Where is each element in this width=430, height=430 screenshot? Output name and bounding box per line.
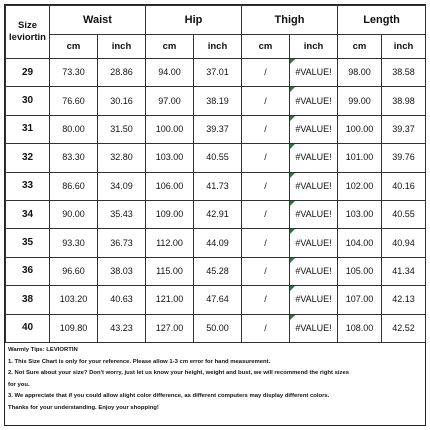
thigh-inch-cell: #VALUE!	[290, 87, 338, 115]
table-cell: 40.55	[194, 144, 242, 172]
table-cell: 112.00	[146, 229, 194, 257]
table-cell: 127.00	[146, 314, 194, 342]
table-cell: 41.34	[382, 257, 426, 285]
table-cell: 38.03	[98, 257, 146, 285]
tip-line: 1. This Size Chart is only for your reference. Please allow 1-3 cm error for hand measurement.	[8, 358, 271, 365]
table-cell: 102.00	[338, 172, 382, 200]
table-cell: 30.16	[98, 87, 146, 115]
table-cell: /	[242, 144, 290, 172]
tip-line: Thanks for your understanding. Enjoy your shopping!	[8, 404, 159, 411]
unit-header: cm	[146, 35, 194, 59]
table-cell: 107.00	[338, 286, 382, 314]
table-cell: 80.00	[50, 115, 98, 143]
thigh-inch-cell: #VALUE!	[290, 314, 338, 342]
table-cell: 39.76	[382, 144, 426, 172]
tips-title: Warmly Tips: LEVIORTIN	[8, 347, 78, 353]
table-cell: 41.73	[194, 172, 242, 200]
size-cell: 34	[6, 200, 50, 228]
table-row	[6, 200, 426, 228]
table-row	[6, 314, 426, 342]
table-cell: 96.60	[50, 257, 98, 285]
unit-header: cm	[50, 35, 98, 59]
table-cell: 104.00	[338, 229, 382, 257]
table-cell: /	[242, 172, 290, 200]
size-header-cell	[6, 6, 50, 59]
table-row	[6, 286, 426, 314]
table-cell: 37.01	[194, 59, 242, 87]
table-cell: 34.09	[98, 172, 146, 200]
tip-line: 2. Not Sure about your size? Don't worry, just let us know your height, weight and bust, we will recommend the right sizes	[8, 370, 350, 377]
table-cell: 103.00	[338, 200, 382, 228]
waist-header: Waist	[50, 6, 146, 35]
table-cell: /	[242, 200, 290, 228]
table-cell: /	[242, 286, 290, 314]
table-cell: 108.00	[338, 314, 382, 342]
table-cell: 106.00	[146, 172, 194, 200]
table-cell: 109.80	[50, 314, 98, 342]
size-chart	[4, 4, 426, 426]
table-cell: 73.30	[50, 59, 98, 87]
thigh-inch-cell: #VALUE!	[290, 229, 338, 257]
table-cell: 45.28	[194, 257, 242, 285]
header-row-units	[6, 35, 426, 59]
thigh-inch-cell: #VALUE!	[290, 200, 338, 228]
table-cell: 90.00	[50, 200, 98, 228]
table-cell: 38.19	[194, 87, 242, 115]
thigh-inch-cell: #VALUE!	[290, 144, 338, 172]
tips-section	[8, 345, 422, 415]
thigh-header: Thigh	[242, 6, 338, 35]
table-cell: 109.00	[146, 200, 194, 228]
table-row	[6, 257, 426, 285]
table-cell: 42.52	[382, 314, 426, 342]
table-cell: 28.86	[98, 59, 146, 87]
table-cell: 100.00	[338, 115, 382, 143]
tip-line: 3. We appreciate that if you could allow slight color difference, as different computers may display different colors.	[8, 393, 330, 400]
table-cell: 103.00	[146, 144, 194, 172]
size-cell: 36	[6, 257, 50, 285]
unit-header: inch	[382, 35, 426, 59]
unit-header: inch	[98, 35, 146, 59]
table-cell: 94.00	[146, 59, 194, 87]
table-cell: 38.98	[382, 87, 426, 115]
table-cell: 105.00	[338, 257, 382, 285]
table-cell: 100.00	[146, 115, 194, 143]
table-cell: 32.80	[98, 144, 146, 172]
size-cell: 31	[6, 115, 50, 143]
unit-header: inch	[194, 35, 242, 59]
size-cell: 40	[6, 314, 50, 342]
table-cell: 50.00	[194, 314, 242, 342]
size-table	[5, 5, 426, 343]
brand-label: leviortin	[9, 32, 46, 43]
size-cell: 33	[6, 172, 50, 200]
size-cell: 30	[6, 87, 50, 115]
table-cell: 86.60	[50, 172, 98, 200]
table-cell: /	[242, 115, 290, 143]
table-cell: 36.73	[98, 229, 146, 257]
table-row	[6, 59, 426, 87]
thigh-inch-cell: #VALUE!	[290, 257, 338, 285]
size-cell: 38	[6, 286, 50, 314]
table-cell: 97.00	[146, 87, 194, 115]
table-cell: 40.63	[98, 286, 146, 314]
table-cell: 103.20	[50, 286, 98, 314]
table-cell: 38.58	[382, 59, 426, 87]
table-row	[6, 229, 426, 257]
thigh-inch-cell: #VALUE!	[290, 286, 338, 314]
table-cell: 35.43	[98, 200, 146, 228]
table-cell: /	[242, 87, 290, 115]
thigh-inch-cell: #VALUE!	[290, 59, 338, 87]
table-cell: 99.00	[338, 87, 382, 115]
table-cell: 39.37	[382, 115, 426, 143]
table-cell: /	[242, 59, 290, 87]
thigh-inch-cell: #VALUE!	[290, 172, 338, 200]
table-cell: 43.23	[98, 314, 146, 342]
length-header: Length	[338, 6, 426, 35]
table-row	[6, 144, 426, 172]
table-cell: 39.37	[194, 115, 242, 143]
tip-line: for you.	[8, 381, 30, 388]
table-row	[6, 87, 426, 115]
table-cell: 47.64	[194, 286, 242, 314]
unit-header: cm	[338, 35, 382, 59]
table-cell: /	[242, 314, 290, 342]
size-label: Size	[17, 20, 37, 32]
hip-header: Hip	[146, 6, 242, 35]
table-cell: 76.60	[50, 87, 98, 115]
table-cell: 42.13	[382, 286, 426, 314]
thigh-inch-cell: #VALUE!	[290, 115, 338, 143]
table-cell: 93.30	[50, 229, 98, 257]
table-cell: 31.50	[98, 115, 146, 143]
table-cell: 40.16	[382, 172, 426, 200]
table-cell: 98.00	[338, 59, 382, 87]
table-cell: 40.94	[382, 229, 426, 257]
size-cell: 35	[6, 229, 50, 257]
unit-header: inch	[290, 35, 338, 59]
size-cell: 32	[6, 144, 50, 172]
table-cell: 115.00	[146, 257, 194, 285]
table-cell: 42.91	[194, 200, 242, 228]
table-cell: 83.30	[50, 144, 98, 172]
table-cell: 44.09	[194, 229, 242, 257]
size-cell: 29	[6, 59, 50, 87]
table-cell: /	[242, 257, 290, 285]
table-cell: 40.55	[382, 200, 426, 228]
table-cell: /	[242, 229, 290, 257]
table-row	[6, 172, 426, 200]
table-cell: 121.00	[146, 286, 194, 314]
unit-header: cm	[242, 35, 290, 59]
header-row-groups	[6, 6, 426, 35]
table-cell: 101.00	[338, 144, 382, 172]
table-row	[6, 115, 426, 143]
